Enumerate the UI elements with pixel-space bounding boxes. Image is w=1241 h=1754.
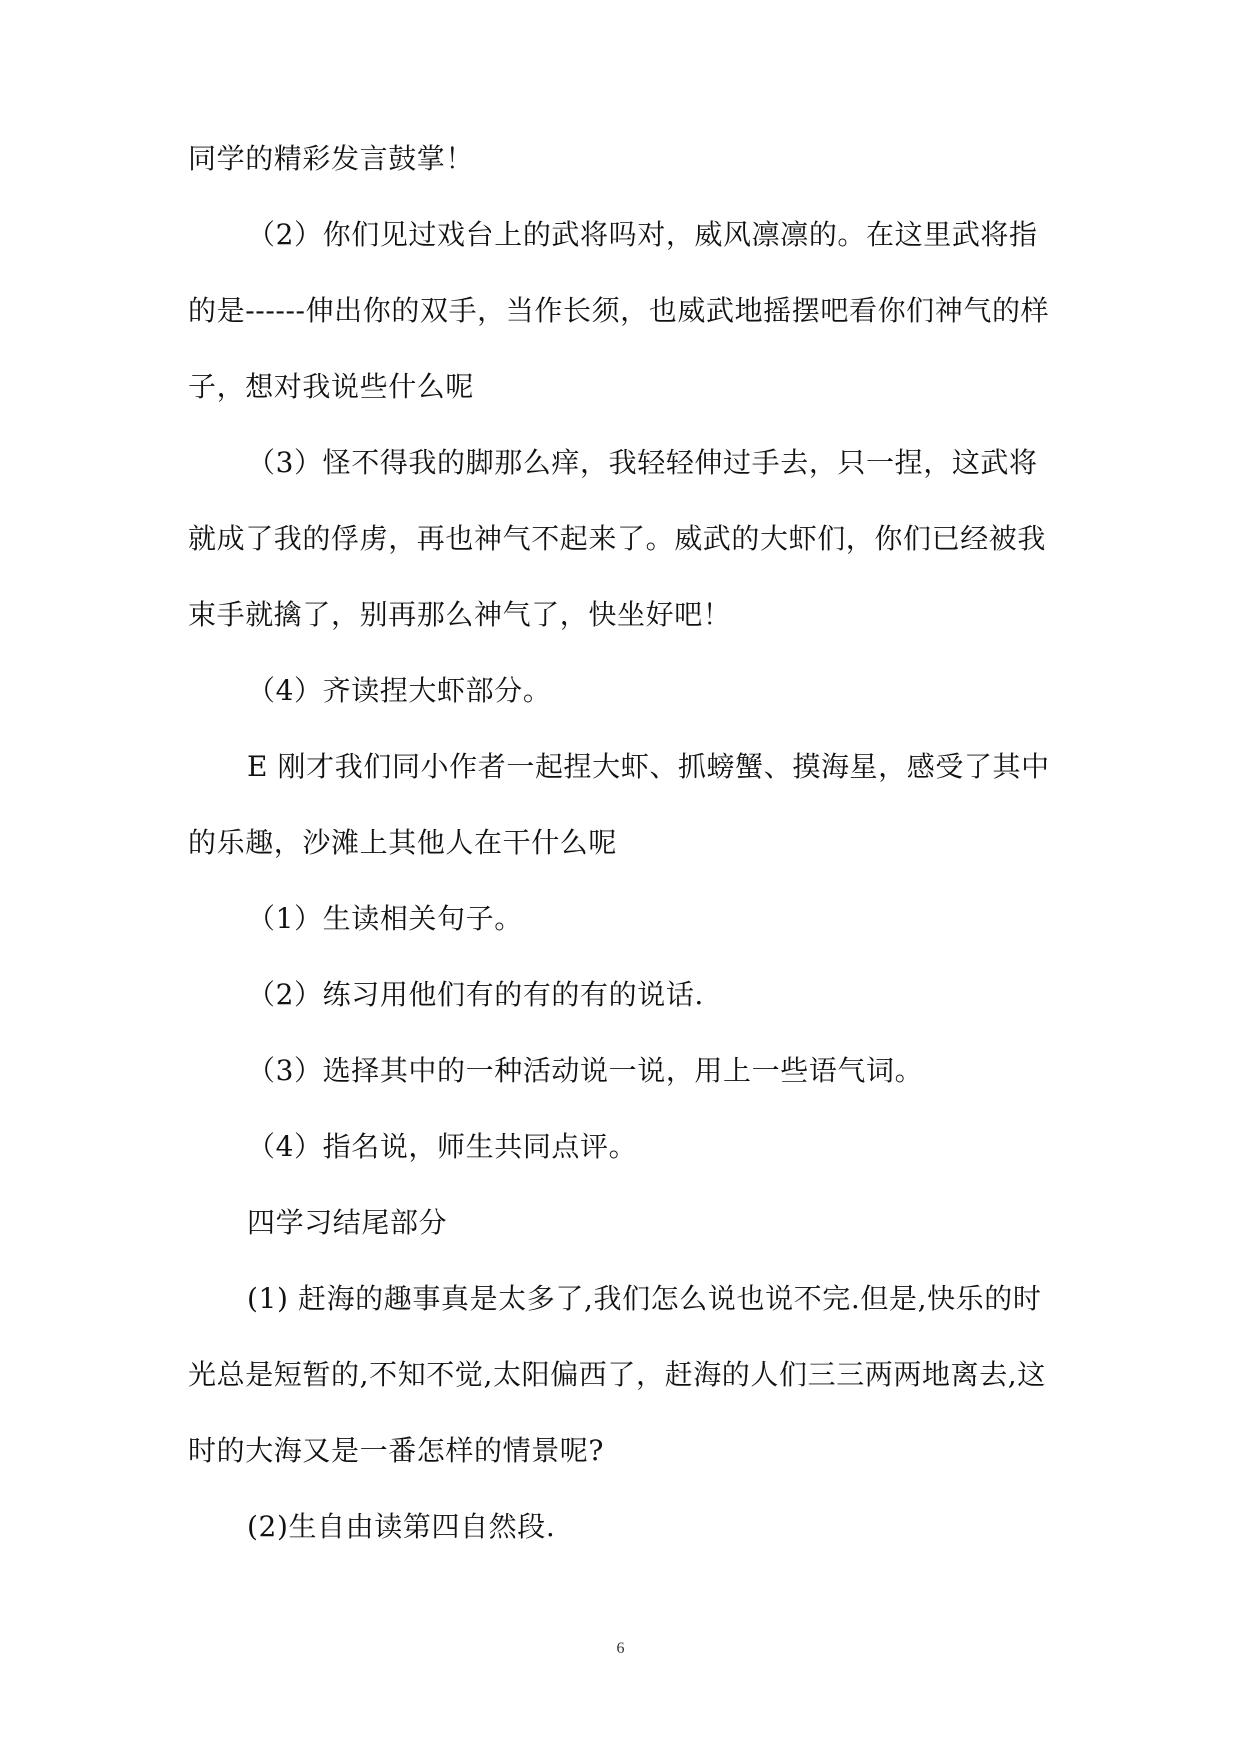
text-line: (2)生自由读第四自然段. (247, 1510, 556, 1543)
text-line: 束手就擒了，别再那么神气了，快坐好吧！ (188, 598, 732, 631)
text-line: （4）指名说，师生共同点评。 (247, 1130, 638, 1163)
section-heading: 四学习结尾部分 (247, 1206, 448, 1239)
text-line: E 刚才我们同小作者一起捏大虾、抓螃蟹、摸海星，感受了其中 (247, 750, 1050, 783)
page-number: 6 (616, 1640, 625, 1657)
text-line: 的是------伸出你的双手，当作长须，也威武地摇摆吧看你们神气的样 (188, 294, 1050, 327)
text-line: 时的大海又是一番怎样的情景呢? (188, 1434, 605, 1467)
text-line: （2）练习用他们有的有的有的说话. (247, 978, 704, 1011)
text-line: 就成了我的俘虏，再也神气不起来了。威武的大虾们，你们已经被我 (188, 522, 1047, 555)
text-line: 光总是短暂的,不知不觉,太阳偏西了，赶海的人们三三两两地离去,这 (188, 1358, 1046, 1391)
document-body (188, 142, 1058, 1589)
text-line: （3）怪不得我的脚那么痒，我轻轻伸过手去，只一捏，这武将 (247, 446, 1038, 479)
text-line: （3）选择其中的一种活动说一说，用上一些语气词。 (247, 1054, 924, 1087)
text-line: （1）生读相关句子。 (247, 902, 523, 935)
text-line: 子，想对我说些什么呢 (188, 370, 475, 403)
text-line: （4）齐读捏大虾部分。 (247, 674, 552, 707)
text-line: （2）你们见过戏台上的武将吗对，威风凛凛的。在这里武将指 (247, 218, 1038, 251)
text-line: (1) 赶海的趣事真是太多了,我们怎么说也说不完.但是,快乐的时 (247, 1282, 1042, 1315)
text-line: 的乐趣，沙滩上其他人在干什么呢 (188, 826, 618, 859)
text-line: 同学的精彩发言鼓掌！ (188, 142, 475, 175)
